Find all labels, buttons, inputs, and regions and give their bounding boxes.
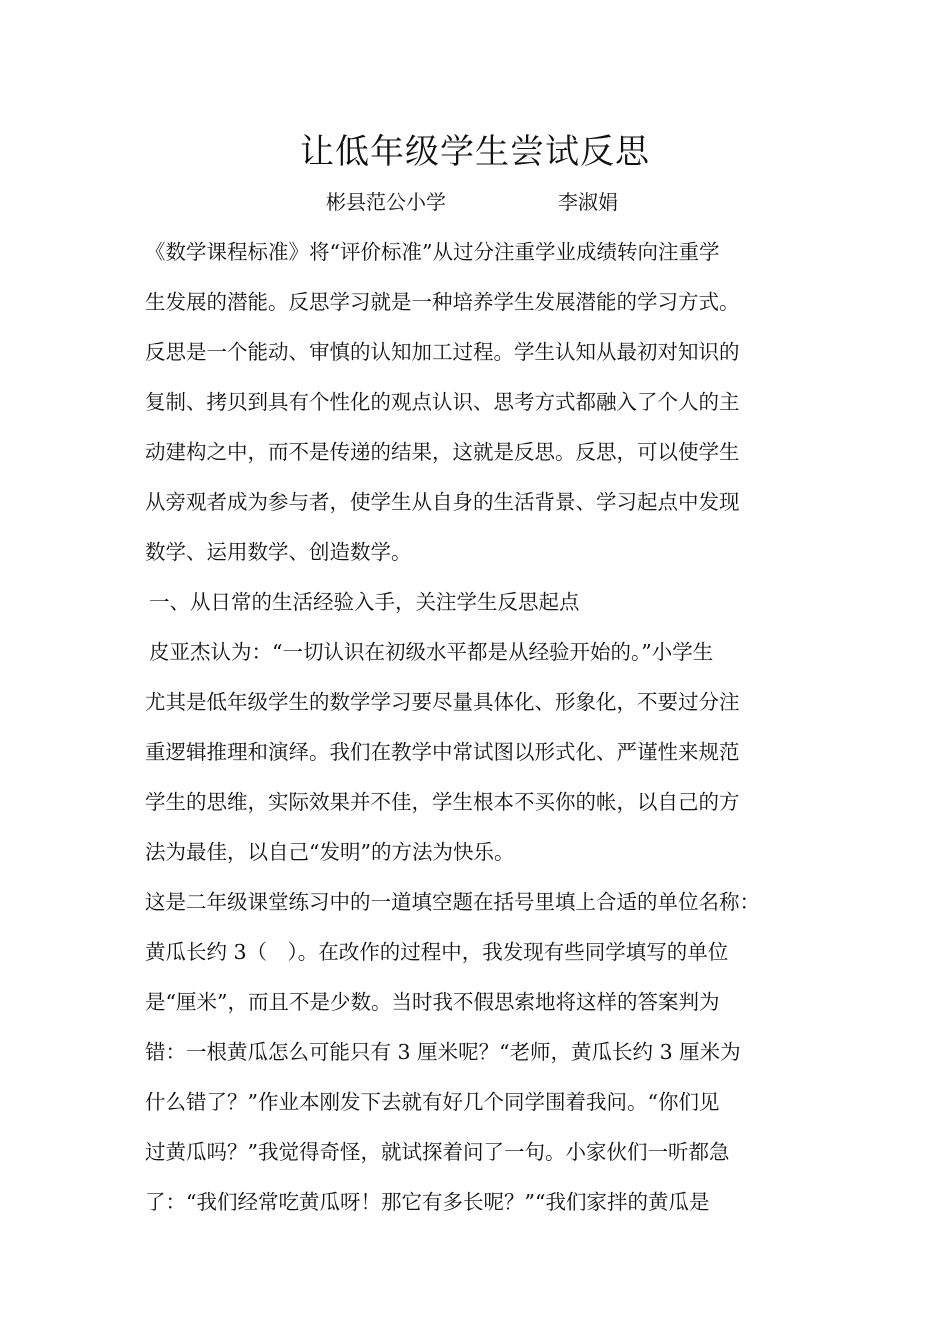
byline (0, 188, 950, 216)
text-line: 黄瓜长约 3（ ）。在改作的过程中，我发现有些同学填写的单位 (145, 940, 729, 964)
text-line: 数学、运用数学、创造数学。 (145, 540, 412, 564)
text-line: 《数学课程标准》将“评价标准”从过分注重学业成绩转向注重学 (145, 240, 720, 264)
text-line: 生发展的潜能。反思学习就是一种培养学生发展潜能的学习方式。 (145, 290, 740, 314)
text-line: 从旁观者成为参与者，使学生从自身的生活背景、学习起点中发现 (145, 490, 740, 514)
text-line: 复制、拷贝到具有个性化的观点认识、思考方式都融入了个人的主 (145, 390, 740, 414)
text-line: 过黄瓜吗？”我觉得奇怪，就试探着问了一句。小家伙们一听都急 (145, 1140, 730, 1164)
document-title: 让低年级学生尝试反思 (300, 132, 650, 172)
text-line: 动建构之中，而不是传递的结果，这就是反思。反思，可以使学生 (145, 440, 740, 464)
text-line: 什么错了？”作业本刚发下去就有好几个同学围着我问。“你们见 (145, 1090, 720, 1114)
section-heading: 一、从日常的生活经验入手，关注学生反思起点 (149, 590, 580, 614)
body-text (145, 236, 813, 1236)
text-line: 尤其是低年级学生的数学学习要尽量具体化、形象化，不要过分注 (145, 690, 740, 714)
text-line: 重逻辑推理和演绎。我们在教学中常试图以形式化、严谨性来规范 (145, 740, 740, 764)
text-line: 错：一根黄瓜怎么可能只有 3 厘米呢？“老师，黄瓜长约 3 厘米为 (145, 1040, 741, 1064)
author-name: 李淑娟 (558, 190, 618, 214)
text-line: 反思是一个能动、审慎的认知加工过程。学生认知从最初对知识的 (145, 340, 740, 364)
text-line: 学生的思维，实际效果并不佳，学生根本不买你的帐，以自己的方 (145, 790, 740, 814)
text-line: 了：“我们经常吃黄瓜呀！那它有多长呢？”“我们家拌的黄瓜是 (145, 1190, 710, 1214)
text-line: 法为最佳，以自己“发明”的方法为快乐。 (145, 840, 515, 864)
school-name: 彬县范公小学 (326, 190, 446, 214)
text-line: 是“厘米”，而且不是少数。当时我不假思索地将这样的答案判为 (145, 990, 720, 1014)
text-line: 皮亚杰认为：“一切认识在初级水平都是从经验开始的。”小学生 (149, 640, 714, 664)
text-line: 这是二年级课堂练习中的一道填空题在括号里填上合适的单位名称： (145, 890, 760, 914)
